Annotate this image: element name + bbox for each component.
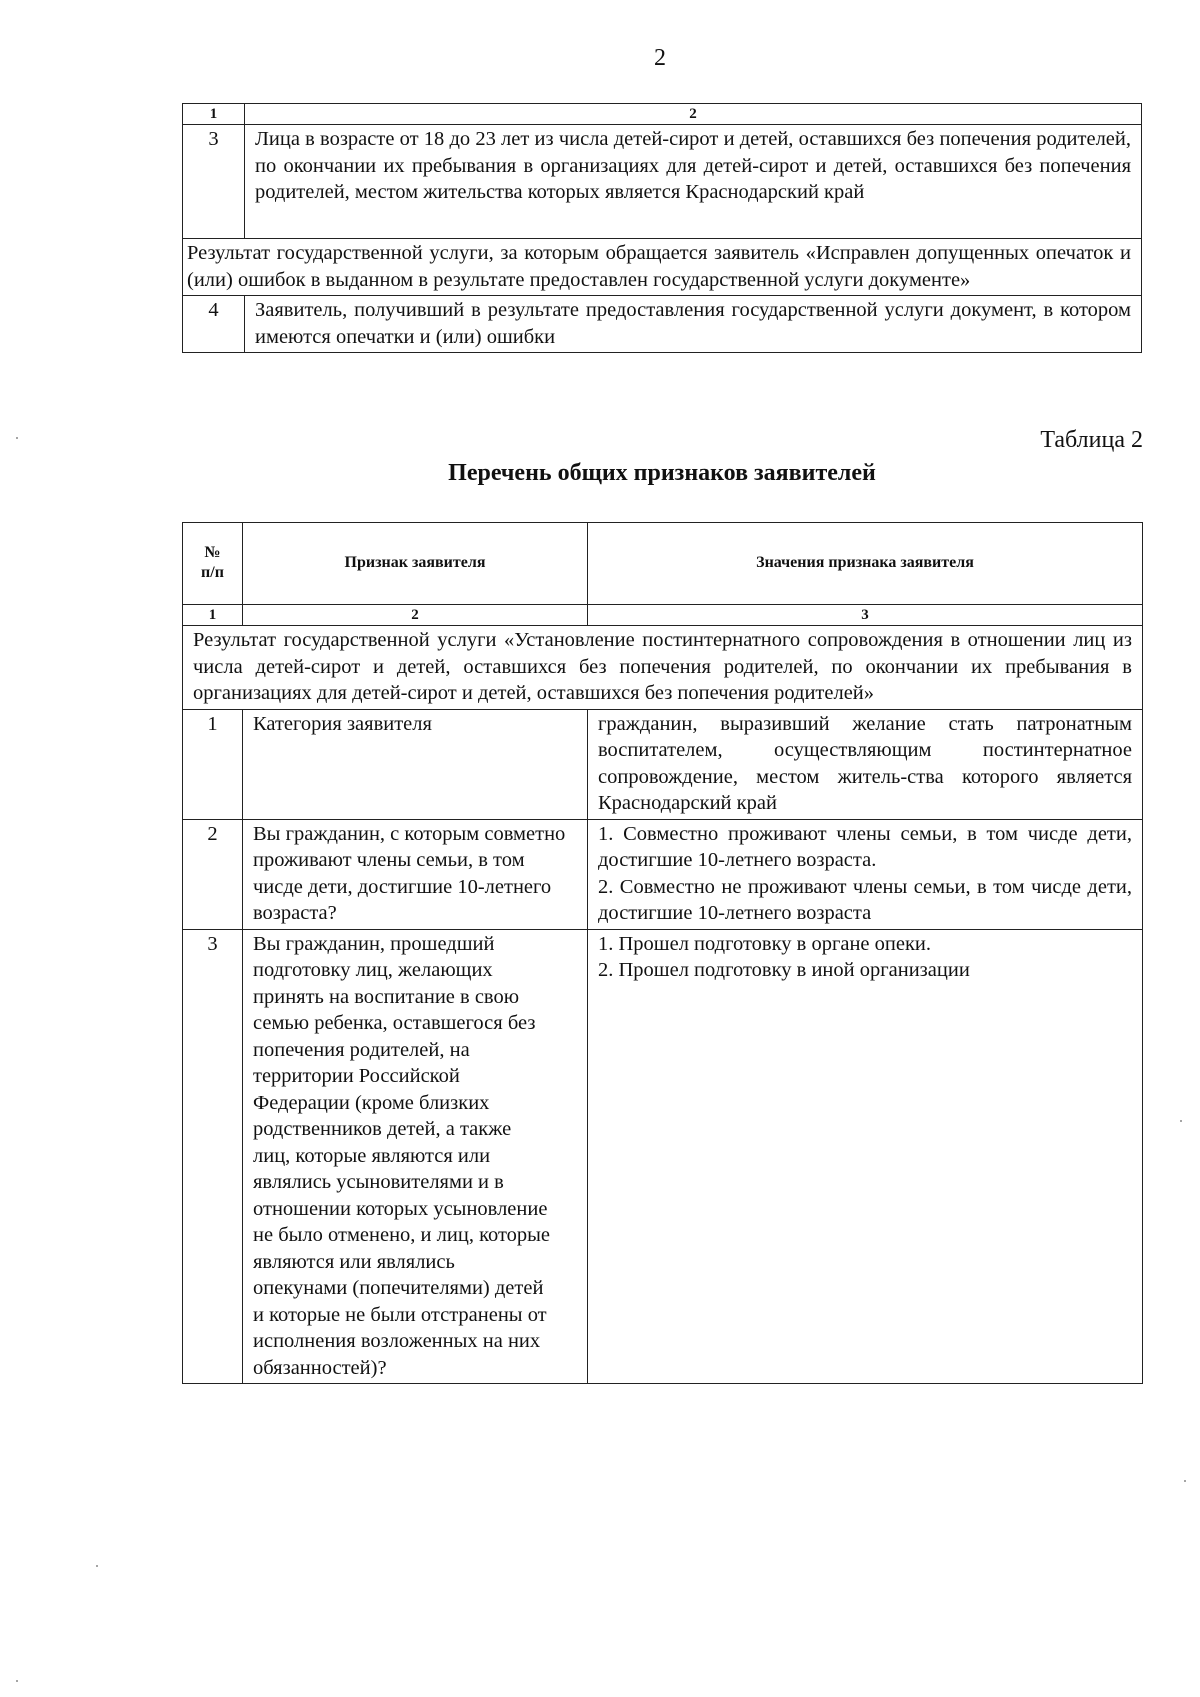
row-number: 3	[183, 125, 245, 239]
service-result-heading: Результат государственной услуги, за которым обращается заявитель «Исправлен допущенных опечаток и (или) ошибок в выданном в результате предоставлен государственной услуги документе»	[183, 239, 1142, 296]
header-criterion: Признак заявителя	[243, 523, 588, 605]
column-index: 2	[243, 605, 588, 626]
applicant-table-continued	[182, 103, 1142, 353]
criterion-cell: Вы гражданин, прошедший подготовку лиц, желающих принять на воспитание в свою семью ребенка, оставшегося без попечения родителей, на территории Российской Федерации (кроме близких родственников детей, а также лиц, которые являются или являлись усыновителями и в отношении которых усыновление не было отменено, и лиц, которые являются или являлись опекунами (попечителями) детей и которые не были отстранены от исполнения возложенных на них обязанностей)?	[243, 929, 588, 1384]
table-row	[183, 296, 1142, 353]
row-number: 3	[183, 929, 243, 1384]
row-number: 2	[183, 819, 243, 929]
row-number: 4	[183, 296, 245, 353]
values-cell: гражданин, выразивший желание стать патронатным воспитателем, осуществляющим постинтернатное сопровождение, местом житель-ства которого является Краснодарский край	[588, 709, 1143, 819]
table-row	[183, 125, 1142, 239]
column-index-row	[183, 104, 1142, 125]
header-values: Значения признака заявителя	[588, 523, 1143, 605]
row-number: 1	[183, 709, 243, 819]
column-index: 1	[183, 605, 243, 626]
applicant-description: Лица в возрасте от 18 до 23 лет из числа детей-сирот и детей, оставшихся без попечения родителей, по окончании их пребывания в организациях для детей-сирот и детей, оставшихся без попечения родителей, местом жительства которых является Краснодарский край	[245, 125, 1142, 239]
table-caption: Таблица 2	[1040, 427, 1143, 453]
values-cell: 1. Совместно проживают члены семьи, в том чисде дети, достигшие 10-летнего возраста. 2. Совместно не проживают члены семьи, в том чисде дети, достигшие 10-летнего возраста	[588, 819, 1143, 929]
applicant-criteria-table	[182, 522, 1143, 1384]
values-cell: 1. Прошел подготовку в органе опеки. 2. Прошел подготовку в иной организации	[588, 929, 1143, 1384]
column-index-row	[183, 605, 1143, 626]
column-index: 3	[588, 605, 1143, 626]
scan-speck	[1180, 1120, 1182, 1122]
scan-speck	[16, 1680, 18, 1682]
header-row	[183, 523, 1143, 605]
applicant-description: Заявитель, получивший в результате предоставления государственной услуги документ, в котором имеются опечатки и (или) ошибки	[245, 296, 1142, 353]
criterion-cell: Категория заявителя	[243, 709, 588, 819]
table-row	[183, 819, 1143, 929]
table-title: Перечень общих признаков заявителей	[448, 460, 876, 486]
scan-speck	[16, 437, 18, 439]
column-index: 1	[183, 104, 245, 125]
page-number: 2	[654, 45, 666, 71]
header-number: № п/п	[183, 523, 243, 605]
scan-speck	[1184, 1480, 1186, 1482]
column-index: 2	[245, 104, 1142, 125]
table-row	[183, 929, 1143, 1384]
scan-speck	[96, 1565, 98, 1567]
result-row	[183, 626, 1143, 710]
criterion-cell: Вы гражданин, с которым совметно проживают члены семьи, в том чисде дети, достигшие 10-летнего возраста?	[243, 819, 588, 929]
service-result-heading: Результат государственной услуги «Установление постинтернатного сопровождения в отношении лиц из числа детей-сирот и детей, оставшихся без попечения родителей, по окончании их пребывания в организациях для детей-сирот и детей, оставшихся без попечения родителей»	[183, 626, 1143, 710]
result-row	[183, 239, 1142, 296]
table-row	[183, 709, 1143, 819]
